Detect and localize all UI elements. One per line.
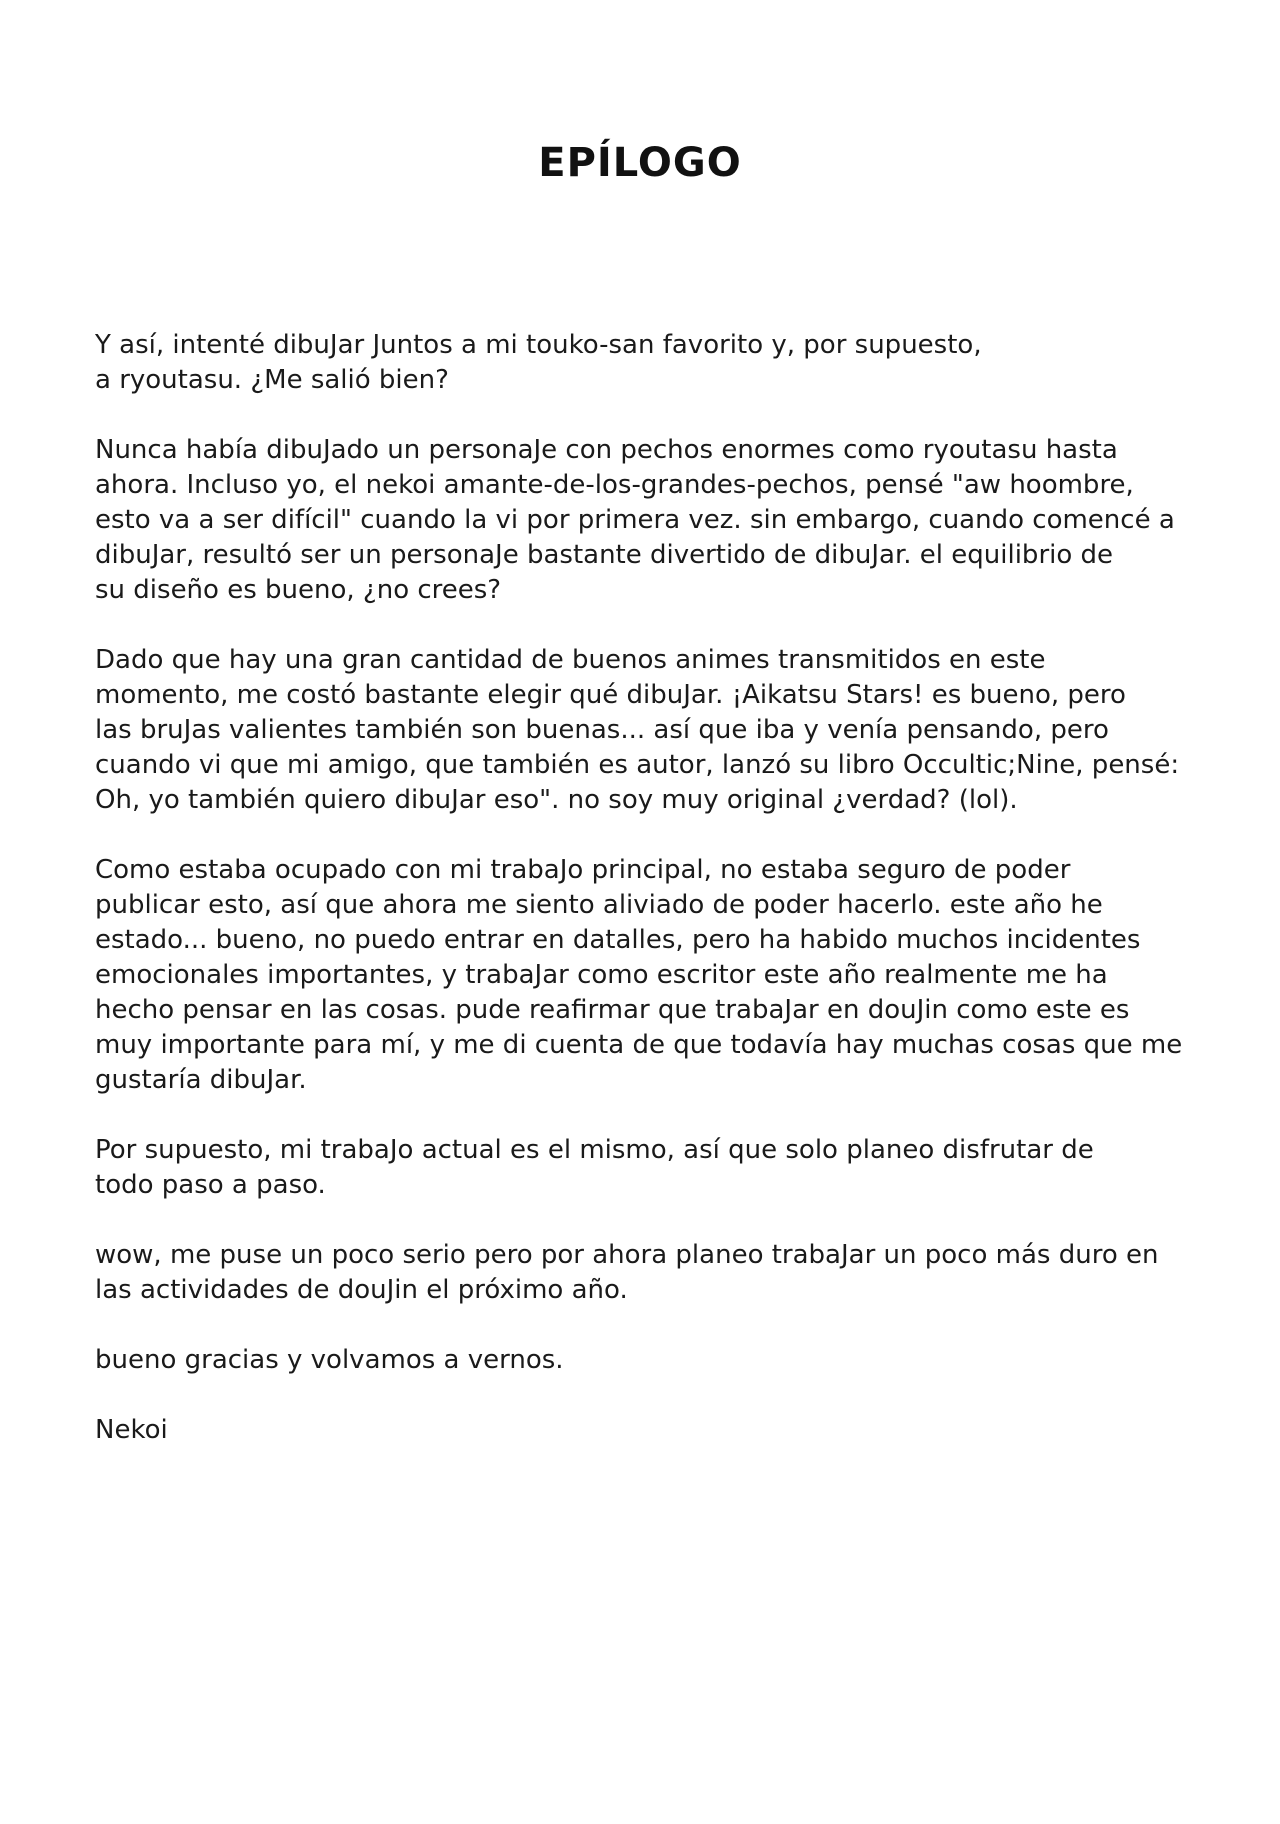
text-line: wow, me puse un poco serio pero por ahora planeo trabaJar un poco más duro en: [95, 1240, 1159, 1270]
text-line: Oh, yo también quiero dibuJar eso". no soy muy original ¿verdad? (lol).: [95, 785, 1018, 815]
text-line: cuando vi que mi amigo, que también es autor, lanzó su libro Occultic;Nine, pensé:: [95, 750, 1180, 780]
text-line: publicar esto, así que ahora me siento aliviado de poder hacerlo. este año he: [95, 890, 1103, 920]
paragraph-5: [95, 1133, 1215, 1203]
text-line: todo paso a paso.: [95, 1170, 326, 1200]
text-line: bueno gracias y volvamos a vernos.: [95, 1345, 564, 1375]
text-line: Por supuesto, mi trabaJo actual es el mismo, así que solo planeo disfrutar de: [95, 1135, 1094, 1165]
author-signature: Nekoi: [95, 1415, 168, 1445]
text-line: momento, me costó bastante elegir qué dibuJar. ¡Aikatsu Stars! es bueno, pero: [95, 680, 1126, 710]
text-line: las actividades de douJin el próximo año.: [95, 1275, 628, 1305]
text-line: Y así, intenté dibuJar Juntos a mi touko-san favorito y, por supuesto,: [95, 330, 982, 360]
text-line: esto va a ser difícil" cuando la vi por primera vez. sin embargo, cuando comencé a: [95, 505, 1175, 535]
paragraph-4: [95, 853, 1215, 1098]
epilogue-body: [95, 328, 1215, 1448]
paragraph-1: [95, 328, 1215, 398]
text-line: dibuJar, resultó ser un personaJe bastante divertido de dibuJar. el equilibrio de: [95, 540, 1114, 570]
text-line: Nunca había dibuJado un personaJe con pechos enormes como ryoutasu hasta: [95, 435, 1118, 465]
paragraph-6: [95, 1238, 1215, 1308]
text-line: muy importante para mí, y me di cuenta de que todavía hay muchas cosas que me: [95, 1030, 1183, 1060]
text-line: emocionales importantes, y trabaJar como escritor este año realmente me ha: [95, 960, 1108, 990]
text-line: Dado que hay una gran cantidad de buenos animes transmitidos en este: [95, 645, 1046, 675]
text-line: su diseño es bueno, ¿no crees?: [95, 575, 502, 605]
text-line: estado... bueno, no puedo entrar en datalles, pero ha habido muchos incidentes: [95, 925, 1141, 955]
paragraph-7: [95, 1343, 1215, 1378]
paragraph-2: [95, 433, 1215, 608]
text-line: gustaría dibuJar.: [95, 1065, 307, 1095]
text-line: Como estaba ocupado con mi trabaJo principal, no estaba seguro de poder: [95, 855, 1071, 885]
text-line: las bruJas valientes también son buenas... así que iba y venía pensando, pero: [95, 715, 1109, 745]
text-line: a ryoutasu. ¿Me salió bien?: [95, 365, 449, 395]
paragraph-3: [95, 643, 1215, 818]
page-title: EPÍLOGO: [538, 140, 742, 186]
text-line: ahora. Incluso yo, el nekoi amante-de-los-grandes-pechos, pensé "aw hoombre,: [95, 470, 1134, 500]
text-line: hecho pensar en las cosas. pude reafirmar que trabaJar en douJin como este es: [95, 995, 1130, 1025]
